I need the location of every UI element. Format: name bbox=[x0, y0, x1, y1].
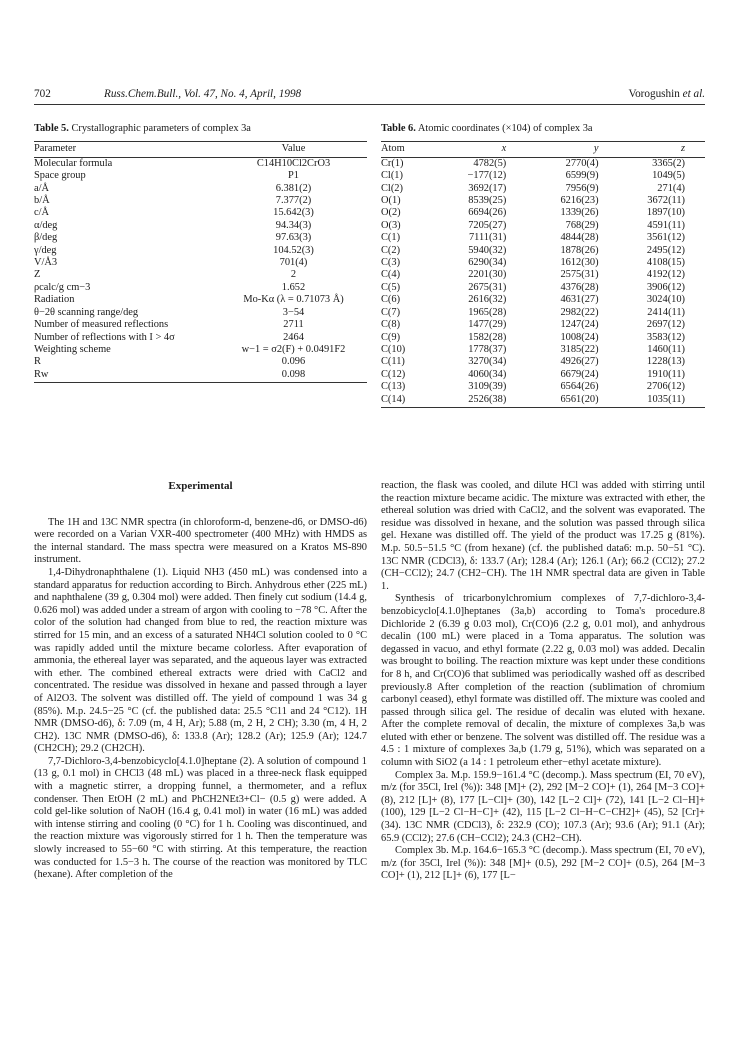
parameter-cell: γ/deg bbox=[34, 244, 57, 256]
parameter-cell: Radiation bbox=[34, 294, 75, 306]
table-row bbox=[34, 195, 367, 207]
table-6-header-z: z bbox=[607, 142, 705, 157]
paragraph: 1,4-Dihydronaphthalene (1). Liquid NH3 (450 mL) was condensed into a standard apparatus for reduction according to Birch. Anhydrous ether (225 mL) and naphthalene (39 g, 0.304 mol) were added. Then finely cut sodium (14.4 g, 0.626 mol) was added under a stream of argon with cooling to −78 °C. After the color of the solution had changed from blue to red, the reaction mixture was stirred for 15 min, and an excess of a saturated NH4Cl solution cooled to 0 °C was rapidly added until the mixture became colorless. After evaporation of ammonia, the ethereal layer was separated, and the aqueous layer was extracted with ether. The combined ethereal extracts were dried with CaCl2 and concentrated. The residue was dissolved in hexane and passed through a layer of Al2O3. The solvent was distilled off. The yield of compound 1 was 34 g (85%). M.p. 24.5−25 °C (cf. the published data: 25.5 °C11 and 24 °C12). 1H NMR (DMSO-d6), δ: 7.09 (m, 4 H, Ar); 5.88 (m, 2 H, 2 CH); 3.30 (m, 4 H, 2 CH2). 13C NMR (DMSO-d6), δ: 133.8 (Ar); 128.2 (Ar); 125.9 (Ar); 124.7 (CH2CH); 29.2 (CH2CH). bbox=[34, 566, 367, 755]
table-row bbox=[381, 332, 705, 344]
parameter-cell: Rw bbox=[34, 369, 220, 383]
atom-cell: C(6) bbox=[381, 294, 401, 306]
running-header bbox=[34, 86, 705, 102]
paragraph: 7,7-Dichloro-3,4-benzobicyclo[4.1.0]heptane (2). A solution of compound 1 (13 g, 0.1 mol) in CHCl3 (48 mL) was placed in a three-neck flask equipped with a magnetic stirrer, a dropping funnel, a thermometer, and a reflux condenser. Then EtOH (2 mL) and PhCH2NEt3+Cl− (0.5 g) were added. A cold gel-like solution of NaOH (16.4 g, 0.41 mol) in water (16 mL) was added with intense stirring and cooling (0 °C) for 1 h. Cooling was discontinued, and the reaction mixture was vigorously stirred for 1 h. Then the temperature was slowly increased to 55−60 °C with stirring. At this temperature, the reaction was conducted for 1.5−3 h. The course of the reaction was monitored by TLC (hexane). After completion of the bbox=[34, 755, 367, 881]
x-cell: 3109(39) bbox=[468, 381, 507, 393]
y-cell: 4631(27) bbox=[560, 294, 599, 306]
atom-cell: C(7) bbox=[381, 306, 401, 318]
x-cell: 1778(37) bbox=[468, 343, 507, 355]
value-cell: Mo-Kα (λ = 0.71073 Å) bbox=[243, 294, 344, 306]
parameter-cell: α/deg bbox=[34, 219, 58, 231]
value-cell: 2 bbox=[290, 269, 297, 281]
paragraph: The 1H and 13C NMR spectra (in chloroform-d, benzene-d6, or DMSO-d6) were recorded on a Varian VXR-400 spectrometer (400 MHz) with HMDS as the internal standard. The mass spectra were measured on a Kratos MS-890 instrument. bbox=[34, 516, 367, 566]
parameter-cell: c/Å bbox=[34, 207, 50, 219]
atom-cell: Cl(1) bbox=[381, 170, 403, 182]
table-6-header-x: x bbox=[432, 142, 514, 157]
table-6-grid bbox=[381, 141, 705, 408]
right-column bbox=[381, 480, 705, 883]
x-cell: 1965(28) bbox=[468, 306, 507, 318]
table-row bbox=[34, 245, 367, 257]
table-5-body bbox=[34, 157, 367, 382]
table-row bbox=[381, 307, 705, 319]
value-cell: 7.377(2) bbox=[275, 195, 312, 207]
z-cell: 3583(12) bbox=[646, 331, 685, 343]
table-row bbox=[34, 282, 367, 294]
atom-cell: C(14) bbox=[381, 394, 432, 408]
paragraph: reaction, the flask was cooled, and dilute HCl was added with stirring until the reaction mixture became acidic. The mixture was extracted with ether, the ethereal solution was dried with CaCl2, and the solvent was evaporated. The residue was dissolved in hexane, and the solution was passed through silica gel. Hexane was distilled off. The yield of the product was 17.25 g (81%). M.p. 50.5−51.5 °C (from hexane) (cf. the published data6: m.p. 50−51 °C). 13C NMR (CDCl3), δ: 133.7 (Ar); 128.4 (Ar); 126.1 (Ar); 66.2 (CCl2); 27.2 (CH−CCl2); 24.7 (CH2−CH). The 1H NMR spectral data are given in Table 1. bbox=[381, 480, 705, 592]
table-5 bbox=[34, 123, 367, 383]
y-cell: 1339(26) bbox=[560, 207, 599, 219]
page-number: 702 bbox=[34, 88, 51, 100]
table-row bbox=[381, 245, 705, 257]
left-paragraphs bbox=[34, 517, 367, 882]
value-cell: 701(4) bbox=[279, 257, 308, 269]
author-suffix: et al. bbox=[682, 88, 705, 100]
z-cell: 1049(5) bbox=[652, 170, 685, 182]
x-cell: 3692(17) bbox=[468, 182, 507, 194]
table-5-grid bbox=[34, 141, 367, 383]
table-row bbox=[381, 220, 705, 232]
z-cell: 4591(11) bbox=[647, 219, 685, 231]
atom-cell: C(4) bbox=[381, 269, 401, 281]
y-cell: 4926(27) bbox=[560, 356, 599, 368]
parameter-cell: Z bbox=[34, 269, 41, 281]
atom-cell: C(2) bbox=[381, 244, 401, 256]
atom-cell: C(8) bbox=[381, 319, 401, 331]
y-cell: 6564(26) bbox=[560, 381, 599, 393]
atom-cell: O(3) bbox=[381, 219, 401, 231]
atom-cell: C(5) bbox=[381, 281, 401, 293]
parameter-cell: θ−2θ scanning range/deg bbox=[34, 306, 139, 318]
table-row bbox=[381, 294, 705, 306]
parameter-cell: b/Å bbox=[34, 195, 50, 207]
z-cell: 1910(11) bbox=[647, 368, 685, 380]
atom-cell: O(1) bbox=[381, 195, 401, 207]
x-cell: 4060(34) bbox=[468, 368, 507, 380]
table-row bbox=[34, 183, 367, 195]
z-cell: 1035(11) bbox=[607, 394, 705, 408]
table-row bbox=[381, 195, 705, 207]
table-row bbox=[34, 294, 367, 306]
author-name: Vorogushin bbox=[628, 88, 680, 100]
table-6 bbox=[381, 123, 705, 408]
parameter-cell: a/Å bbox=[34, 182, 50, 194]
y-cell: 6599(9) bbox=[565, 170, 599, 182]
atom-cell: C(1) bbox=[381, 232, 401, 244]
table-row bbox=[34, 319, 367, 331]
table-row bbox=[381, 157, 705, 170]
table-5-header-value: Value bbox=[220, 142, 367, 157]
table-row bbox=[34, 356, 367, 368]
parameter-cell: Number of reflections with I > 4σ bbox=[34, 331, 175, 343]
value-cell: C14H10Cl2CrO3 bbox=[256, 157, 331, 169]
x-cell: 4782(5) bbox=[473, 157, 507, 169]
atom-cell: C(13) bbox=[381, 381, 406, 393]
z-cell: 1228(13) bbox=[646, 356, 685, 368]
parameter-cell: R bbox=[34, 356, 41, 368]
y-cell: 1008(24) bbox=[560, 331, 599, 343]
table-row bbox=[34, 220, 367, 232]
x-cell: 7111(31) bbox=[468, 232, 507, 244]
value-cell: 6.381(2) bbox=[275, 182, 312, 194]
section-title: Experimental bbox=[168, 480, 233, 492]
paragraph: Synthesis of tricarbonylchromium complexes of 7,7-dichloro-3,4-benzobicyclo[4.1.0]heptanes (3a,b) according to Toma's procedure.8 Dichloride 2 (6.39 g 0.03 mol), Cr(CO)6 (2.2 g, 0.01 mol), and anhydrous decalin (100 mL) were placed in a Toma apparatus. The solution was degassed in vacuo, and ethyl formate (2.22 g, 0.03 mol) was added. Decalin was brought to boiling. The reaction mixture was kept under these conditions for 8 h, and Cr(CO)6 that sublimed was periodically washed off as described previously.8 After completion of the reaction (sublimation of chromium carbonyl ceased), ethyl formate was distilled off. The mixture was cooled and passed through silica gel. The residue of decalin was eluted with hexane. After the complete removal of decalin, the mixture of complexes 3a,b was eluted with ether or benzene. The solvent was distilled off. The residue was a 4.5 : 1 mixture of complexes 3a,b (1.79 g, 51%), which was separated on a column with SiO2 (a 14 : 1 petroleum ether−ethyl acetate mixture). bbox=[381, 593, 705, 769]
value-cell: 0.098 bbox=[220, 369, 367, 383]
atom-cell: C(12) bbox=[381, 368, 406, 380]
table-row bbox=[34, 257, 367, 269]
table-row bbox=[34, 369, 367, 383]
value-cell: 0.096 bbox=[281, 356, 306, 368]
z-cell: 4108(15) bbox=[646, 257, 685, 269]
x-cell: 3270(34) bbox=[468, 356, 507, 368]
table-row bbox=[34, 344, 367, 356]
z-cell: 3672(11) bbox=[647, 195, 685, 207]
x-cell: 5940(32) bbox=[468, 244, 507, 256]
table-row bbox=[381, 269, 705, 281]
z-cell: 1460(11) bbox=[647, 343, 685, 355]
value-cell: w−1 = σ2(F) + 0.0491F2 bbox=[241, 343, 346, 355]
table-row bbox=[381, 369, 705, 381]
y-cell: 1612(30) bbox=[560, 257, 599, 269]
table-row bbox=[381, 344, 705, 356]
x-cell: 6694(26) bbox=[468, 207, 507, 219]
table-row bbox=[34, 157, 367, 170]
left-column bbox=[34, 480, 367, 882]
table-row bbox=[381, 183, 705, 195]
table-row bbox=[34, 207, 367, 219]
y-cell: 1247(24) bbox=[560, 319, 599, 331]
value-cell: 94.34(3) bbox=[275, 219, 312, 231]
parameter-cell: V/Å3 bbox=[34, 257, 58, 269]
value-cell: P1 bbox=[288, 170, 299, 182]
table-row bbox=[34, 170, 367, 182]
x-cell: 7205(27) bbox=[468, 219, 507, 231]
y-cell: 6561(20) bbox=[514, 394, 606, 408]
atom-cell: C(9) bbox=[381, 331, 401, 343]
table-row bbox=[34, 307, 367, 319]
value-cell: 3−54 bbox=[282, 306, 305, 318]
z-cell: 3561(12) bbox=[646, 232, 685, 244]
value-cell: 104.52(3) bbox=[273, 244, 314, 256]
table-row bbox=[381, 282, 705, 294]
table-row bbox=[34, 269, 367, 281]
atom-cell: C(3) bbox=[381, 257, 401, 269]
x-cell: 2526(38) bbox=[432, 394, 514, 408]
parameter-cell: Weighting scheme bbox=[34, 343, 111, 355]
atom-cell: Cl(2) bbox=[381, 182, 403, 194]
table-row bbox=[381, 170, 705, 182]
y-cell: 6679(24) bbox=[560, 368, 599, 380]
table-row bbox=[34, 232, 367, 244]
table-5-title: Crystallographic parameters of complex 3a bbox=[71, 123, 251, 134]
paragraph: Complex 3a. M.p. 159.9−161.4 °C (decomp.). Mass spectrum (EI, 70 eV), m/z (for 35Cl, Irel (%)): 348 [M]+ (2), 292 [M−2 CO]+ (1), 264 [M−3 CO]+ (8), 212 [L]+ (8), 177 [L−Cl]+ (30), 142 [L−2 Cl]+ (72), 141 [L−2 Cl−H]+ (100), 129 [L−2 Cl−H−C]+ (42), 115 [L−2 Cl−H−C−CH2]+ (45), 52 [Cr]+ (34). 13C NMR (CDCl3), δ: 232.9 (CO); 107.3 (Ar); 93.6 (Ar); 91.1 (Ar); 65.9 (CCl2); 27.6 (CH−CCl2); 24.3 (CH2−CH). bbox=[381, 769, 705, 844]
y-cell: 3185(22) bbox=[560, 343, 599, 355]
y-cell: 4844(28) bbox=[560, 232, 599, 244]
y-cell: 6216(23) bbox=[560, 195, 599, 207]
x-cell: 2616(32) bbox=[468, 294, 507, 306]
table-5-header-parameter: Parameter bbox=[34, 142, 220, 157]
right-paragraphs bbox=[381, 480, 705, 883]
x-cell: 8539(25) bbox=[468, 195, 507, 207]
parameter-cell: Molecular formula bbox=[34, 157, 113, 169]
atom-cell: Cr(1) bbox=[381, 157, 404, 169]
value-cell: 97.63(3) bbox=[275, 232, 312, 244]
z-cell: 3024(10) bbox=[646, 294, 685, 306]
x-cell: 2201(30) bbox=[468, 269, 507, 281]
table-6-caption bbox=[381, 123, 705, 135]
x-cell: 2675(31) bbox=[468, 281, 507, 293]
value-cell: 2464 bbox=[283, 331, 304, 343]
z-cell: 4192(12) bbox=[646, 269, 685, 281]
table-6-header-y: y bbox=[514, 142, 606, 157]
table-row bbox=[381, 356, 705, 368]
table-row bbox=[381, 232, 705, 244]
atom-cell: O(2) bbox=[381, 207, 401, 219]
value-cell: 2711 bbox=[283, 319, 304, 331]
z-cell: 1897(10) bbox=[646, 207, 685, 219]
z-cell: 3906(12) bbox=[646, 281, 685, 293]
z-cell: 2697(12) bbox=[646, 319, 685, 331]
author-line bbox=[628, 86, 705, 102]
x-cell: 1582(28) bbox=[468, 331, 507, 343]
parameter-cell: β/deg bbox=[34, 232, 58, 244]
z-cell: 3365(2) bbox=[652, 157, 685, 169]
journal-citation: Russ.Chem.Bull., Vol. 47, No. 4, April, 1998 bbox=[104, 88, 302, 100]
y-cell: 1878(26) bbox=[560, 244, 599, 256]
x-cell: −177(12) bbox=[467, 170, 507, 182]
atom-cell: C(11) bbox=[381, 356, 405, 368]
x-cell: 6290(34) bbox=[468, 257, 507, 269]
y-cell: 2982(22) bbox=[560, 306, 599, 318]
value-cell: 1.652 bbox=[281, 281, 306, 293]
table-row bbox=[381, 257, 705, 269]
z-cell: 2706(12) bbox=[646, 381, 685, 393]
y-cell: 4376(28) bbox=[560, 281, 599, 293]
table-6-label: Table 6. bbox=[381, 123, 416, 134]
table-row bbox=[34, 332, 367, 344]
table-row bbox=[381, 207, 705, 219]
parameter-cell: Space group bbox=[34, 170, 86, 182]
y-cell: 2575(31) bbox=[560, 269, 599, 281]
atom-cell: C(10) bbox=[381, 343, 406, 355]
table-row bbox=[381, 394, 705, 408]
parameter-cell: Number of measured reflections bbox=[34, 319, 169, 331]
table-5-caption bbox=[34, 123, 367, 135]
parameter-cell: ρcalc/g cm−3 bbox=[34, 281, 91, 293]
header-rule bbox=[34, 104, 705, 105]
y-cell: 2770(4) bbox=[565, 157, 599, 169]
y-cell: 7956(9) bbox=[565, 182, 599, 194]
z-cell: 271(4) bbox=[657, 182, 685, 194]
paragraph: Complex 3b. M.p. 164.6−165.3 °C (decomp.). Mass spectrum (EI, 70 eV), m/z (for 35Cl, Irel (%)): 348 [M]+ (0.5), 292 [M−2 CO]+ (0.5), 264 [M−3 CO]+ (1), 212 [L]+ (6), 177 [L− bbox=[381, 845, 705, 882]
z-cell: 2495(12) bbox=[646, 244, 685, 256]
table-row bbox=[381, 381, 705, 393]
table-5-label: Table 5. bbox=[34, 123, 69, 134]
table-6-header-atom: Atom bbox=[381, 142, 432, 157]
value-cell: 15.642(3) bbox=[273, 207, 314, 219]
table-6-body bbox=[381, 157, 705, 407]
y-cell: 768(29) bbox=[565, 219, 599, 231]
z-cell: 2414(11) bbox=[647, 306, 685, 318]
table-row bbox=[381, 319, 705, 331]
table-6-title: Atomic coordinates (×104) of complex 3a bbox=[417, 123, 593, 134]
x-cell: 1477(29) bbox=[468, 319, 507, 331]
